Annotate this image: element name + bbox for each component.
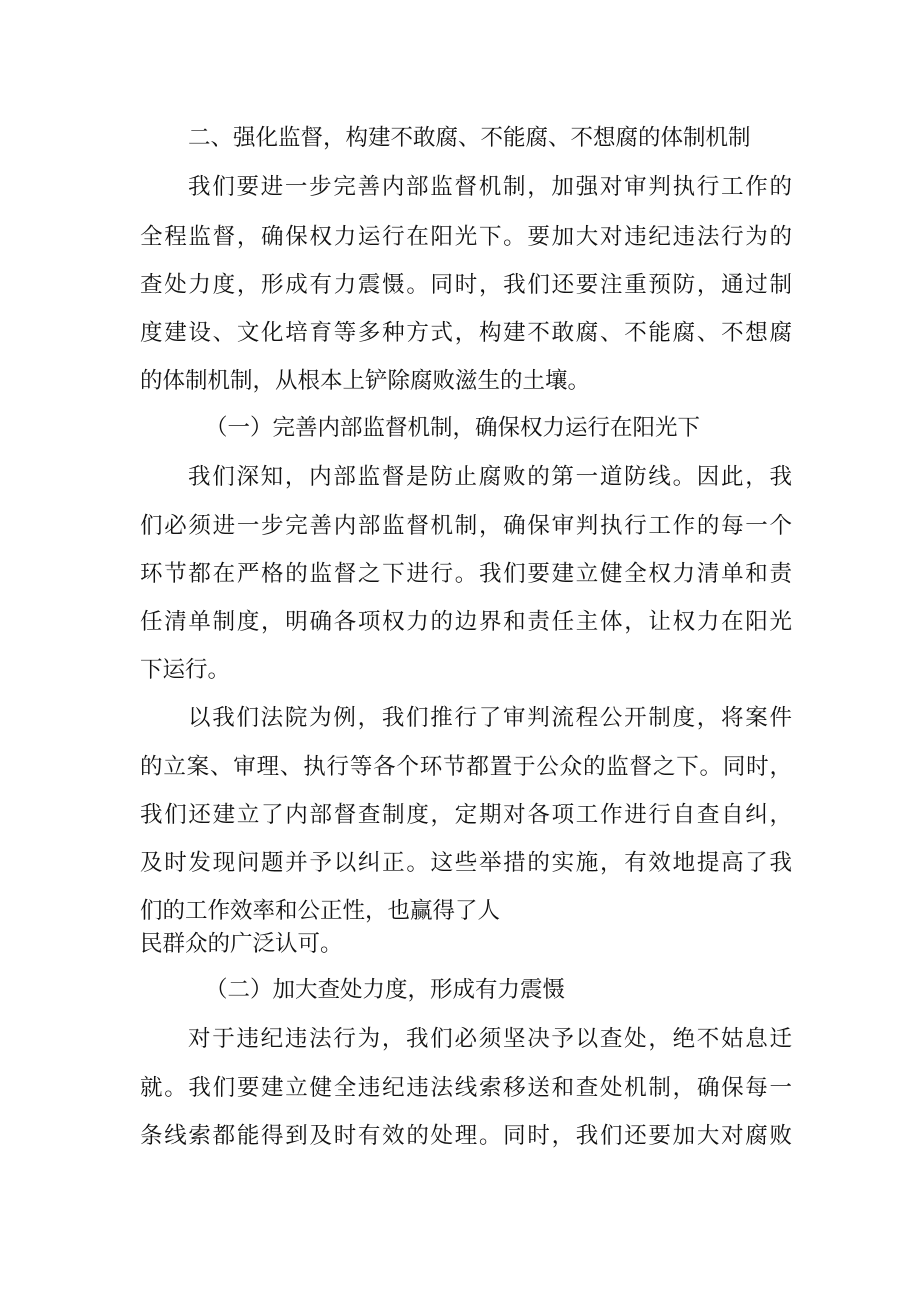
section-heading: 二、强化监督，构建不敢腐、不能腐、不想腐的体制机制 bbox=[188, 125, 751, 151]
paragraph-4-line-3: 条线索都能得到及时有效的处理。同时，我们还要加大对腐败 bbox=[140, 1123, 792, 1149]
paragraph-2-line-4: 任清单制度，明确各项权力的边界和责任主体，让权力在阳光 bbox=[140, 609, 792, 635]
paragraph-2-line-5: 下运行。 bbox=[140, 657, 231, 683]
paragraph-1-line-1: 我们要进一步完善内部监督机制，加强对审判执行工作的 bbox=[188, 174, 792, 200]
subsection-1-heading: （一）完善内部监督机制，确保权力运行在阳光下 bbox=[205, 415, 701, 441]
paragraph-1-line-5: 的体制机制，从根本上铲除腐败滋生的土壤。 bbox=[140, 368, 591, 394]
paragraph-1-line-2: 全程监督，确保权力运行在阳光下。要加大对违纪违法行为的 bbox=[140, 224, 792, 250]
paragraph-4-line-2: 就。我们要建立健全违纪违法线索移送和查处机制，确保每一 bbox=[140, 1075, 792, 1101]
paragraph-2-line-2: 们必须进一步完善内部监督机制，确保审判执行工作的每一个 bbox=[140, 513, 792, 539]
paragraph-3-line-4: 及时发现问题并予以纠正。这些举措的实施，有效地提高了我 bbox=[140, 850, 792, 876]
paragraph-2-line-3: 环节都在严格的监督之下进行。我们要建立健全权力清单和责 bbox=[140, 561, 792, 587]
paragraph-3-line-5: 们的工作效率和公正性，也赢得了人 bbox=[140, 898, 501, 924]
paragraph-3-line-2: 的立案、审理、执行等各个环节都置于公众的监督之下。同时， bbox=[140, 754, 792, 780]
paragraph-2-line-1: 我们深知，内部监督是防止腐败的第一道防线。因此，我 bbox=[188, 464, 792, 490]
paragraph-3-line-6: 民群众的广泛认可。 bbox=[140, 931, 343, 957]
paragraph-1-line-4: 度建设、文化培育等多种方式，构建不敢腐、不能腐、不想腐 bbox=[140, 320, 792, 346]
subsection-2-heading: （二）加大查处力度，形成有力震慑 bbox=[205, 977, 566, 1003]
paragraph-4-line-1: 对于违纪违法行为，我们必须坚决予以查处，绝不姑息迁 bbox=[188, 1026, 792, 1052]
paragraph-1-line-3: 查处力度，形成有力震慑。同时，我们还要注重预防，通过制 bbox=[140, 272, 792, 298]
paragraph-3-line-3: 我们还建立了内部督查制度，定期对各项工作进行自查自纠， bbox=[140, 802, 792, 828]
paragraph-3-line-1: 以我们法院为例，我们推行了审判流程公开制度，将案件 bbox=[188, 705, 792, 731]
